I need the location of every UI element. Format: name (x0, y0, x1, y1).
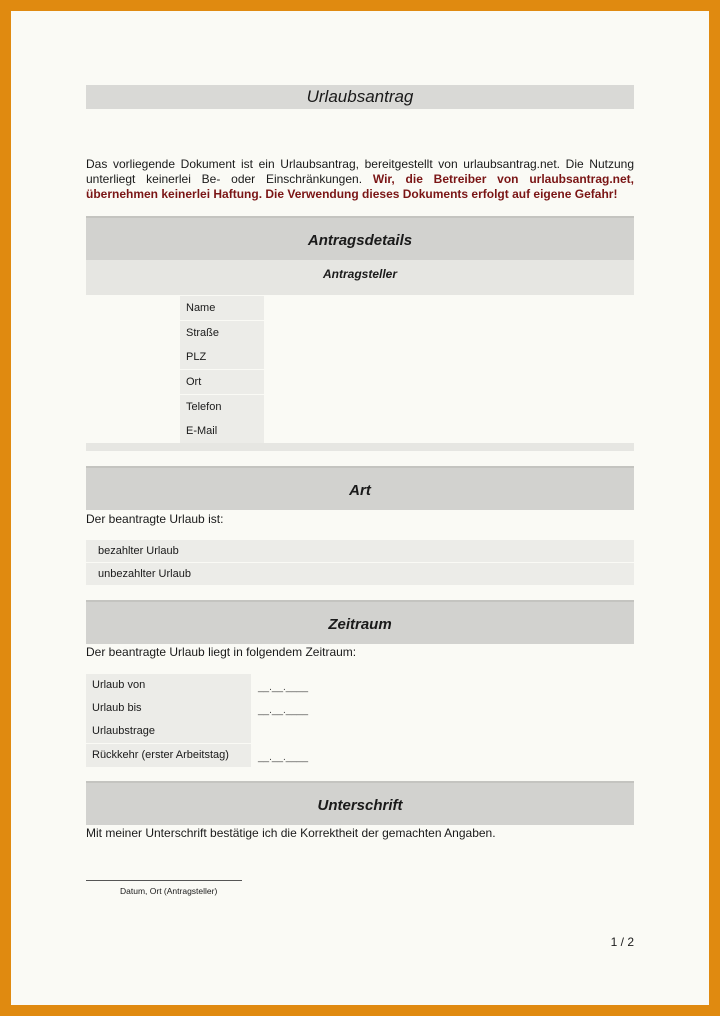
return-date-input[interactable]: __.__.____ (258, 752, 309, 763)
section-heading-type: Art (86, 466, 634, 510)
field-name (180, 296, 634, 320)
field-email (180, 419, 634, 443)
divider (86, 443, 634, 451)
field-street (180, 321, 634, 345)
from-date-input[interactable]: __.__.____ (258, 682, 309, 693)
liability-warning: Wir, die Betreiber von urlaubsantrag.net, übernehmen keinerlei Haftung. Die Verwendung dieses Dokuments erfolgt auf eigene Gefahr! (86, 172, 635, 201)
field-label: Name (180, 296, 264, 320)
field-label: Telefon (180, 395, 264, 419)
name-input[interactable] (266, 296, 634, 320)
intro-paragraph (86, 157, 634, 202)
period-row-days (86, 720, 634, 743)
section-heading-details: Antragsdetails (86, 216, 634, 260)
street-input[interactable] (266, 321, 634, 345)
period-label: Rückkehr (erster Arbeitstag) (86, 744, 251, 767)
field-label: PLZ (180, 345, 264, 369)
field-zip (180, 345, 634, 369)
to-date-input[interactable]: __.__.____ (258, 705, 309, 716)
period-row-return (86, 744, 634, 767)
field-label: Straße (180, 321, 264, 345)
zip-input[interactable] (266, 345, 634, 369)
field-phone (180, 395, 634, 419)
field-city (180, 370, 634, 394)
subheading-applicant: Antragsteller (86, 260, 634, 296)
period-label: Urlaub bis (86, 697, 251, 720)
period-row-from (86, 674, 634, 697)
signature-line[interactable] (86, 880, 242, 881)
document-title: Urlaubsantrag (86, 85, 634, 109)
signature-statement: Mit meiner Unterschrift bestätige ich die Korrektheit der gemachten Angaben. (86, 826, 496, 840)
email-input[interactable] (266, 419, 634, 443)
period-label: Urlaubstrage (86, 720, 251, 743)
section-heading-signature: Unterschrift (86, 781, 634, 825)
section-heading-period: Zeitraum (86, 600, 634, 644)
period-intro-text: Der beantragte Urlaub liegt in folgendem Zeitraum: (86, 645, 357, 659)
type-intro-text: Der beantragte Urlaub ist: (86, 512, 224, 526)
phone-input[interactable] (266, 395, 634, 419)
field-label: E-Mail (180, 419, 264, 443)
option-paid-leave[interactable]: bezahlter Urlaub (86, 540, 634, 562)
option-unpaid-leave[interactable]: unbezahlter Urlaub (86, 563, 634, 585)
period-label: Urlaub von (86, 674, 251, 697)
city-input[interactable] (266, 370, 634, 394)
signature-caption: Datum, Ort (Antragsteller) (120, 886, 218, 896)
document-page (11, 11, 709, 1005)
period-row-to (86, 697, 634, 720)
intro-text: Das vorliegende Dokument ist ein Urlaubsantrag, bereitgestellt von urlaubsantrag.net. Die Nutzung unterliegt keinerlei Be- oder Einschränkungen. (86, 157, 634, 186)
page-number: 1 / 2 (610, 935, 634, 949)
field-label: Ort (180, 370, 264, 394)
